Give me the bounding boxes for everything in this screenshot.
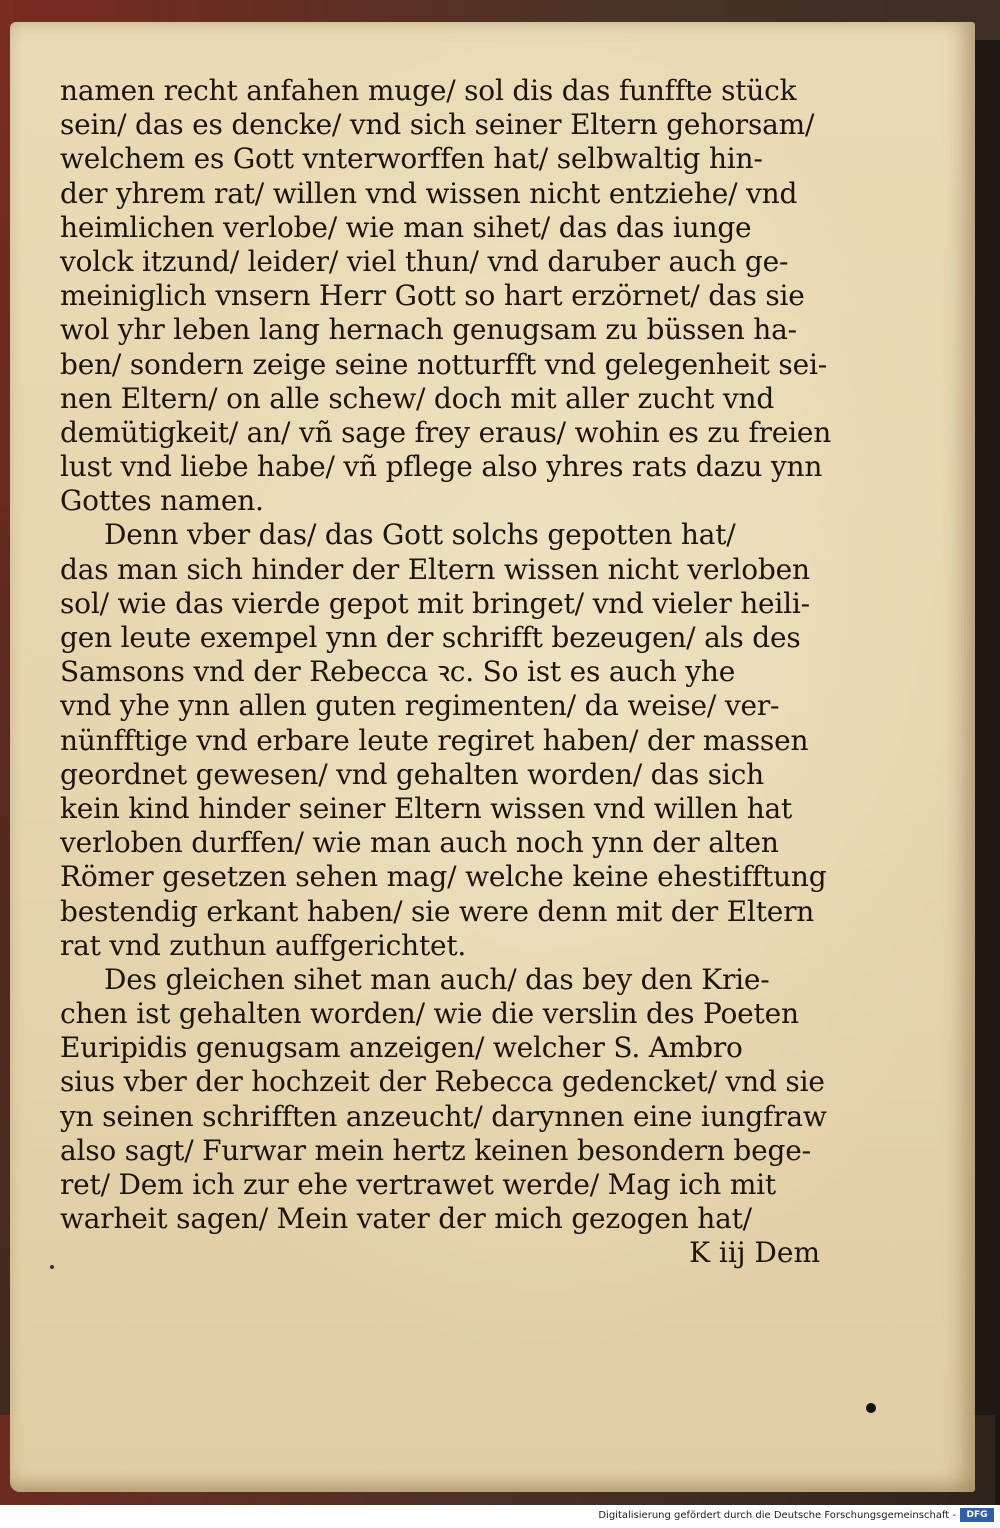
credit-text: Digitalisierung gefördert durch die Deutsche Forschungsgemeinschaft - <box>598 1510 956 1521</box>
book-page <box>10 22 975 1492</box>
text-line: Römer gesetzen sehen mag/ welche keine ehestifftung <box>60 860 827 894</box>
text-line: namen recht anfahen muge/ sol dis das funffte stück <box>60 74 797 107</box>
ink-dot <box>866 1403 876 1413</box>
text-line: also sagt/ Furwar mein hertz keinen besondern bege- <box>60 1133 811 1167</box>
text-line: sein/ das es dencke/ vnd sich seiner Eltern gehorsam/ <box>60 108 815 142</box>
paragraph-start-line: Denn vber das/ das Gott solchs gepotten hat/ <box>104 518 736 552</box>
text-line: volck itzund/ leider/ viel thun/ vnd daruber auch ge- <box>60 244 789 278</box>
text-line: lust vnd liebe habe/ vñ pflege also yhres rats dazu ynn <box>60 450 823 484</box>
text-line: welchem es Gott vnterworffen hat/ selbwaltig hin- <box>60 142 763 176</box>
text-line: nen Eltern/ on alle schew/ doch mit aller zucht vnd <box>60 381 775 415</box>
dfg-logo-icon: DFG <box>960 1508 994 1522</box>
text-line: vnd yhe ynn allen guten regimenten/ da weise/ ver- <box>60 689 780 723</box>
text-line: Euripidis genugsam anzeigen/ welcher S. Ambro <box>60 1031 743 1065</box>
text-line: nünfftige vnd erbare leute regiret haben/ der massen <box>60 723 809 757</box>
text-line: warheit sagen/ Mein vater der mich gezogen hat/ <box>60 1202 752 1236</box>
text-line: yn seinen schrifften anzeucht/ darynnen eine iungfraw <box>60 1099 827 1133</box>
text-line: Gottes namen. <box>60 484 264 518</box>
text-line: geordnet gewesen/ vnd gehalten worden/ das sich <box>60 757 764 791</box>
text-line: meiniglich vnsern Herr Gott so hart erzörnet/ das sie <box>60 279 805 313</box>
text-line: wol yhr leben lang hernach genugsam zu büssen ha- <box>60 313 797 347</box>
text-line: Samsons vnd der Rebecca ꝛc. So ist es auch yhe <box>60 655 736 689</box>
text-line: sol/ wie das vierde gepot mit bringet/ vnd vieler heili- <box>60 586 810 620</box>
paragraph-start-line: Des gleichen sihet man auch/ das bey den Krie- <box>104 962 770 996</box>
ink-speck <box>50 1265 54 1269</box>
text-line: heimlichen verlobe/ wie man sihet/ das das iunge <box>60 210 752 244</box>
text-line: kein kind hinder seiner Eltern wissen vnd willen hat <box>60 791 793 825</box>
text-line: rat vnd zuthun auffgerichtet. <box>60 928 467 962</box>
text-line: gen leute exempel ynn der schrifft bezeugen/ als des <box>60 621 801 654</box>
text-line: chen ist gehalten worden/ wie die verslin des Poeten <box>60 997 799 1031</box>
text-line: bestendig erkant haben/ sie were denn mit der Eltern <box>60 894 815 928</box>
text-line: sius vber der hochzeit der Rebecca gedencket/ vnd sie <box>60 1065 825 1099</box>
text-line: ret/ Dem ich zur ehe vertrawet werde/ Mag ich mit <box>60 1168 776 1201</box>
page-text <box>60 74 832 1236</box>
text-line: der yhrem rat/ willen vnd wissen nicht entziehe/ vnd <box>60 176 798 210</box>
signature-catchword: K iij Dem <box>689 1236 820 1269</box>
text-line: demütigkeit/ an/ vñ sage frey eraus/ wohin es zu freien <box>60 415 832 449</box>
text-line: das man sich hinder der Eltern wissen nicht verloben <box>60 552 810 586</box>
text-line: ben/ sondern zeige seine notturfft vnd gelegenheit sei- <box>60 347 827 381</box>
text-line: verloben durffen/ wie man auch noch ynn der alten <box>60 826 779 860</box>
